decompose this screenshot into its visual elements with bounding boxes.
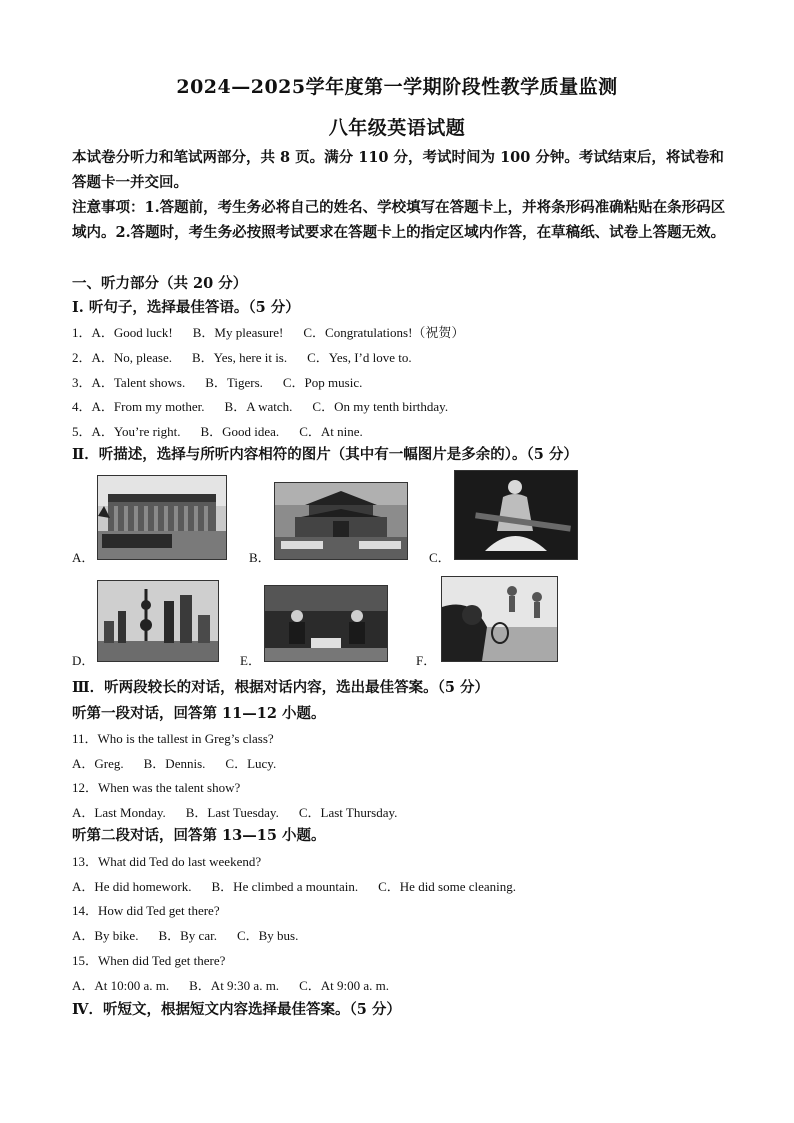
q13-option-a: A．He did homework. xyxy=(72,879,192,894)
picture-label-b: B． xyxy=(249,550,271,565)
section-1-heading: Ⅰ. 听句子，选择最佳答语。（5 分） xyxy=(72,299,300,316)
question-11: 11．Who is the tallest in Greg’s class? xyxy=(72,731,274,746)
q5-option-a: 5．A．You’re right. xyxy=(72,424,181,439)
q14-option-a: A．By bike. xyxy=(72,928,139,943)
q15-option-c: C．At 9:00 a. m. xyxy=(299,978,389,993)
picture-c-guzheng-player xyxy=(454,470,578,560)
q13-option-b: B．He climbed a mountain. xyxy=(211,879,359,894)
picture-d-city-skyline xyxy=(97,580,219,662)
q14-option-b: B．By car. xyxy=(158,928,217,943)
picture-f-tennis-cartoon xyxy=(441,576,558,662)
q11-option-b: B．Dennis. xyxy=(143,756,206,771)
question-15-options xyxy=(72,975,409,994)
q12-option-c: C．Last Thursday. xyxy=(298,805,398,820)
q5-option-c: C．At nine. xyxy=(299,424,363,439)
section-2-heading: Ⅱ．听描述，选择与所听内容相符的图片（其中有一幅图片是多余的）。（5 分） xyxy=(72,446,578,463)
question-2 xyxy=(72,347,432,366)
q2-option-a: 2．A．No, please. xyxy=(72,350,173,365)
question-13: 13．What did Ted do last weekend? xyxy=(72,854,262,869)
picture-b-tiananmen xyxy=(274,482,408,560)
page-subtitle: 八年级英语试题 xyxy=(328,117,466,139)
question-15: 15．When did Ted get there? xyxy=(72,953,226,968)
q1-option-b: B．My pleasure! xyxy=(192,325,284,340)
q3-option-c: C．Pop music. xyxy=(282,375,363,390)
question-12: 12．When was the talent show? xyxy=(72,780,241,795)
dialogue-1-heading: 听第一段对话，回答第 11—12 小题。 xyxy=(72,705,326,722)
q11-option-a: A．Greg. xyxy=(72,756,124,771)
q1-option-c: C．Congratulations!（祝贺） xyxy=(303,325,465,340)
q4-option-a: 4．A．From my mother. xyxy=(72,399,205,414)
picture-label-e: E． xyxy=(240,653,261,668)
q12-option-a: A．Last Monday. xyxy=(72,805,166,820)
q15-option-b: B．At 9:30 a. m. xyxy=(189,978,280,993)
question-1 xyxy=(72,322,484,341)
section-3-heading: Ⅲ．听两段较长的对话，根据对话内容，选出最佳答案。（5 分） xyxy=(72,679,490,696)
page-title: 2024—2025学年度第一学期阶段性教学质量监测 xyxy=(176,76,618,98)
section-4-heading: Ⅳ．听短文，根据短文内容选择最佳答案。（5 分） xyxy=(72,1001,401,1018)
q2-option-b: B．Yes, here it is. xyxy=(192,350,288,365)
question-14-options xyxy=(72,925,318,944)
q11-option-c: C．Lucy. xyxy=(225,756,277,771)
question-14: 14．How did Ted get there? xyxy=(72,903,220,918)
q4-option-b: B．A watch. xyxy=(224,399,293,414)
q12-option-b: B．Last Tuesday. xyxy=(185,805,279,820)
question-5 xyxy=(72,421,383,440)
dialogue-2-heading: 听第二段对话，回答第 13—15 小题。 xyxy=(72,827,326,844)
q5-option-b: B．Good idea. xyxy=(200,424,280,439)
q15-option-a: A．At 10:00 a. m. xyxy=(72,978,170,993)
question-3 xyxy=(72,372,382,391)
intro-text: 本试卷分听力和笔试两部分，共 8 页。满分 110 分，考试时间为 100 分钟。考试结束后，将试卷和答题卡一并交回。 xyxy=(72,149,724,191)
q1-option-a: 1．A．Good luck! xyxy=(72,325,173,340)
picture-label-c: C． xyxy=(429,550,451,565)
question-11-options xyxy=(72,753,296,772)
part-1-heading: 一、听力部分（共 20 分） xyxy=(72,275,248,292)
picture-label-f: F． xyxy=(416,653,437,668)
notice-text: 注意事项：1.答题前，考生务必将自己的姓名、学校填写在答题卡上，并将条形码准确粘贴在条形码区域内。2.答题时，考生务必按照考试要求在答题卡上的指定区域内作答，在草稿纸、试卷上答题无效。 xyxy=(72,199,726,241)
q13-option-c: C．He did some cleaning. xyxy=(378,879,517,894)
question-13-options xyxy=(72,876,536,895)
q4-option-c: C．On my tenth birthday. xyxy=(312,399,449,414)
q3-option-b: B．Tigers. xyxy=(205,375,263,390)
picture-a-theater xyxy=(97,475,227,560)
question-12-options xyxy=(72,802,417,821)
picture-e-talk-show xyxy=(264,585,388,662)
q14-option-c: C．By bus. xyxy=(236,928,299,943)
q2-option-c: C．Yes, I’d love to. xyxy=(307,350,412,365)
question-4 xyxy=(72,396,468,415)
q3-option-a: 3．A．Talent shows. xyxy=(72,375,186,390)
picture-label-a: A． xyxy=(72,550,95,565)
picture-label-d: D． xyxy=(72,653,95,668)
